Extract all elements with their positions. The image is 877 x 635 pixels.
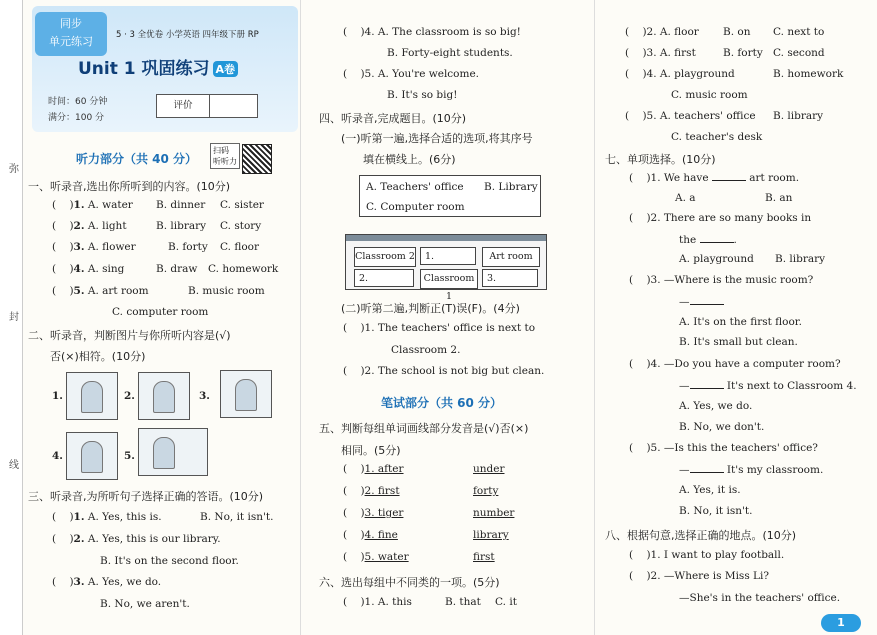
list-item: ( )5. A. art room <box>52 285 149 297</box>
map-room-blank: 1. <box>420 247 476 265</box>
binding-char: 弥 <box>9 164 19 175</box>
item-number: 1. <box>73 199 85 211</box>
section-4-title: 四、听录音,完成题目。(10分) <box>319 112 467 125</box>
option-c: C. next to <box>773 26 825 38</box>
evaluation-box <box>156 94 258 118</box>
option-a: A. It's on the first floor. <box>679 316 803 328</box>
column-1 <box>24 0 296 635</box>
option-c: C. Computer room <box>366 201 465 213</box>
list-item: ( )2. A. Yes, this is our library. <box>52 533 221 545</box>
option-a: A. light <box>87 220 127 232</box>
question: 3. —Where is the music room? <box>650 274 814 286</box>
item-number: 2. <box>73 533 85 545</box>
option-b: B. Library <box>484 181 538 193</box>
option-a: A. water <box>87 199 133 211</box>
binding-char: 封 <box>9 312 19 323</box>
item-number: 3. <box>73 576 85 588</box>
picture-4 <box>66 432 118 480</box>
option-a: A. sing <box>87 263 125 275</box>
section-2-title: 二、听录音，判断图片与你所听内容是(√) <box>28 329 231 342</box>
list-item: ( )1. A. Yes, this is. <box>52 511 162 523</box>
statement: 1. The teachers' office is next to <box>364 322 536 334</box>
answer-blank <box>690 379 724 389</box>
map-roof <box>346 235 546 241</box>
option-c: C. sister <box>220 199 264 211</box>
option-b: B. on <box>723 26 751 38</box>
section-8-title: 八、根据句意,选择正确的地点。(10分) <box>605 529 797 542</box>
item-number: 1. <box>73 511 85 523</box>
listening-part-title: 听力部分（共 40 分） <box>76 152 198 166</box>
unit-title <box>78 54 238 79</box>
list-item: ( )1. after <box>343 463 404 475</box>
list-item: ( )2. —Where is Miss Li? <box>629 570 770 582</box>
option-b: B. dinner <box>156 199 206 211</box>
sync-tag <box>35 12 107 56</box>
list-item: ( )3. A. first <box>625 47 696 59</box>
section-4-sub1-cont: 填在横线上。(6分) <box>363 153 456 166</box>
list-item: ( )1. A. this <box>343 596 412 608</box>
picture-2 <box>138 372 190 420</box>
eval-label: 评价 <box>157 95 210 117</box>
question: 5. —Is this the teachers' office? <box>650 442 818 454</box>
map-room: Art room <box>482 247 540 267</box>
list-item: ( )1. A. water <box>52 199 133 211</box>
option-a: A. The classroom is so big! <box>377 26 521 38</box>
question: 2. —Where is Miss Li? <box>650 570 770 582</box>
options-box <box>359 175 541 217</box>
list-item: ( )1. We have art room. <box>629 172 800 184</box>
question-cont: art room. <box>749 172 800 184</box>
word-a: 2. first <box>364 485 400 497</box>
figure-icon <box>153 381 175 413</box>
section-5-title: 五、判断每组单词画线部分发音是(√)否(×) <box>319 422 529 435</box>
option-c: C. teacher's desk <box>671 131 763 143</box>
list-item: ( )4. A. playground <box>625 68 735 80</box>
header-banner <box>32 6 298 132</box>
column-2 <box>300 0 591 635</box>
picture-1 <box>66 372 118 420</box>
option-c: C. it <box>495 596 517 608</box>
binding-margin <box>0 0 23 635</box>
option-a: A. Yes, we do. <box>87 576 162 588</box>
option-a: A. Yes, it is. <box>679 484 741 496</box>
option-c: C. homework <box>208 263 279 275</box>
option-a: 2. A. floor <box>646 26 699 38</box>
column-3 <box>594 0 875 635</box>
figure-icon <box>81 441 103 473</box>
item-number: 5. <box>73 285 85 297</box>
option-a: 5. A. teachers' office <box>646 110 756 122</box>
word-a: 1. after <box>364 463 404 475</box>
word-b: number <box>473 507 515 519</box>
option-b: B. Forty-eight students. <box>387 47 513 59</box>
question-word: the <box>679 234 697 246</box>
scan-label <box>210 143 240 169</box>
word-a: 4. fine <box>364 529 398 541</box>
option-a: A. Yes, this is. <box>87 511 162 523</box>
answer-blank <box>700 233 734 243</box>
list-item: ( )2. A. light <box>52 220 127 232</box>
list-item: ( )5. A. teachers' office <box>625 110 756 122</box>
option-a: A. art room <box>87 285 149 297</box>
answer-blank <box>712 171 746 181</box>
series-label: 5 · 3 全优卷 小学英语 四年级下册 RP <box>116 30 259 40</box>
section-2-title-cont: 否(×)相符。(10分) <box>50 350 146 363</box>
option-a: 4. A. playground <box>646 68 735 80</box>
item-number: 4. <box>364 26 375 38</box>
option-a: A. You're welcome. <box>377 68 480 80</box>
list-item: ( )1. I want to play football. <box>629 549 785 561</box>
option-b: B. No, we aren't. <box>100 598 190 610</box>
picture-3 <box>220 370 272 418</box>
reply-text: It's my classroom. <box>726 464 824 476</box>
list-item: ( )4. A. The classroom is so big! <box>343 26 521 38</box>
list-item: ( )2. There are so many books in <box>629 212 812 224</box>
reply-line: — It's my classroom. <box>679 464 824 476</box>
option-b: B. No, we don't. <box>679 421 765 433</box>
picture-number: 3. <box>199 390 210 402</box>
option-a: A. flower <box>87 241 136 253</box>
list-item: ( )4. —Do you have a computer room? <box>629 358 841 370</box>
word-b: forty <box>473 485 499 497</box>
picture-5 <box>138 428 208 476</box>
list-item: ( )2. The school is not big but clean. <box>343 365 545 377</box>
writing-part-title: 笔试部分（共 60 分） <box>381 396 503 410</box>
list-item: ( )3. tiger <box>343 507 404 519</box>
list-item: ( )4. A. sing <box>52 263 125 275</box>
option-c: C. music room <box>671 89 748 101</box>
option-b: B. No, it isn't. <box>679 505 753 517</box>
list-item: ( )1. The teachers' office is next to <box>343 322 536 334</box>
option-a: A. a <box>675 192 696 204</box>
question: 2. There are so many books in <box>650 212 812 224</box>
option-b: B. that <box>445 596 481 608</box>
option-b: B. library <box>773 110 824 122</box>
reply-line: — <box>679 295 724 308</box>
picture-number: 1. <box>52 390 63 402</box>
option-b: B. library <box>156 220 207 232</box>
option-b: B. forty <box>723 47 763 59</box>
picture-number: 5. <box>124 450 135 462</box>
statement-cont: Classroom 2. <box>391 344 461 356</box>
score-label: 满分：100 分 <box>48 113 105 123</box>
reply-line: — It's next to Classroom 4. <box>679 380 857 392</box>
section-1-title: 一、听录音,选出你所听到的内容。(10分) <box>28 180 231 193</box>
list-item: ( )3. A. flower <box>52 241 136 253</box>
qr-code-icon <box>242 144 272 174</box>
list-item: ( )5. —Is this the teachers' office? <box>629 442 818 454</box>
option-c: C. second <box>773 47 825 59</box>
option-a: 1. A. this <box>364 596 412 608</box>
section-4-sub1: (一)听第一遍,选择合适的选项,将其序号 <box>341 132 533 145</box>
figure-icon <box>153 437 175 469</box>
section-7-title: 七、单项选择。(10分) <box>605 153 716 166</box>
section-3-title: 三、听录音,为所听句子选择正确的答语。(10分) <box>28 490 264 503</box>
option-c: C. floor <box>220 241 260 253</box>
item-number: 3. <box>73 241 85 253</box>
answer-blank <box>690 463 724 473</box>
map-room: Classroom 2 <box>354 247 416 267</box>
option-b: B. It's small but clean. <box>679 336 798 348</box>
option-a: A. Teachers' office <box>366 181 464 193</box>
word-b: under <box>473 463 505 475</box>
time-label: 时间：60 分钟 <box>48 97 108 107</box>
figure-icon <box>235 379 257 411</box>
scan-text-2: 听听力 <box>213 157 237 166</box>
unit-title-text: Unit 1 巩固练习 <box>78 59 210 79</box>
tag-line-1: 同步 <box>60 17 82 30</box>
picture-number: 2. <box>124 390 135 402</box>
option-b: B. It's on the second floor. <box>100 555 239 567</box>
picture-number: 4. <box>52 450 63 462</box>
item-number: 5. <box>364 68 375 80</box>
option-c: C. story <box>220 220 262 232</box>
section-6-title: 六、选出每组中不同类的一项。(5分) <box>319 576 500 589</box>
option-b: B. It's so big! <box>387 89 458 101</box>
option-b: B. music room <box>188 285 265 297</box>
word-a: 3. tiger <box>364 507 404 519</box>
map-room: Classroom 1 <box>420 269 478 289</box>
option-b: B. No, it isn't. <box>200 511 274 523</box>
question: 1. I want to play football. <box>650 549 785 561</box>
question: 1. We have <box>650 172 709 184</box>
school-map <box>345 234 547 302</box>
word-b: first <box>473 551 495 563</box>
option-a: A. playground <box>679 253 754 265</box>
option-a: A. Yes, we do. <box>679 400 753 412</box>
word-b: library <box>473 529 509 541</box>
reply-text: It's next to Classroom 4. <box>726 380 857 392</box>
option-c: C. computer room <box>112 306 209 318</box>
option-b: B. an <box>765 192 793 204</box>
option-b: B. homework <box>773 68 844 80</box>
list-item: ( )5. water <box>343 551 409 563</box>
tag-line-2: 单元练习 <box>49 35 93 48</box>
list-item: ( )2. first <box>343 485 400 497</box>
word-a: 5. water <box>364 551 409 563</box>
figure-icon <box>81 381 103 413</box>
option-a: A. Yes, this is our library. <box>87 533 221 545</box>
binding-char: 线 <box>9 460 19 471</box>
list-item: ( )3. A. Yes, we do. <box>52 576 162 588</box>
list-item: ( )2. A. floor <box>625 26 699 38</box>
option-a: 3. A. first <box>646 47 696 59</box>
statement: 2. The school is not big but clean. <box>364 365 545 377</box>
item-number: 4. <box>73 263 85 275</box>
page-number: 1 <box>821 614 861 632</box>
scan-text-1: 扫码 <box>213 146 229 155</box>
version-badge: A卷 <box>213 61 239 77</box>
question: 4. —Do you have a computer room? <box>650 358 841 370</box>
map-room-blank: 2. <box>354 269 414 287</box>
option-b: B. library <box>775 253 826 265</box>
map-room-blank: 3. <box>482 269 538 287</box>
answer-blank <box>690 295 724 305</box>
question-cont: the . <box>679 234 737 246</box>
list-item: ( )3. —Where is the music room? <box>629 274 814 286</box>
list-item: ( )5. A. You're welcome. <box>343 68 480 80</box>
item-number: 2. <box>73 220 85 232</box>
list-item: ( )4. fine <box>343 529 398 541</box>
section-4-sub2: (二)听第二遍,判断正(T)误(F)。(4分) <box>341 302 520 315</box>
reply-text: —She's in the teachers' office. <box>679 592 841 604</box>
section-5-title-cont: 相同。(5分) <box>341 444 401 457</box>
option-b: B. forty <box>168 241 208 253</box>
option-b: B. draw <box>156 263 198 275</box>
